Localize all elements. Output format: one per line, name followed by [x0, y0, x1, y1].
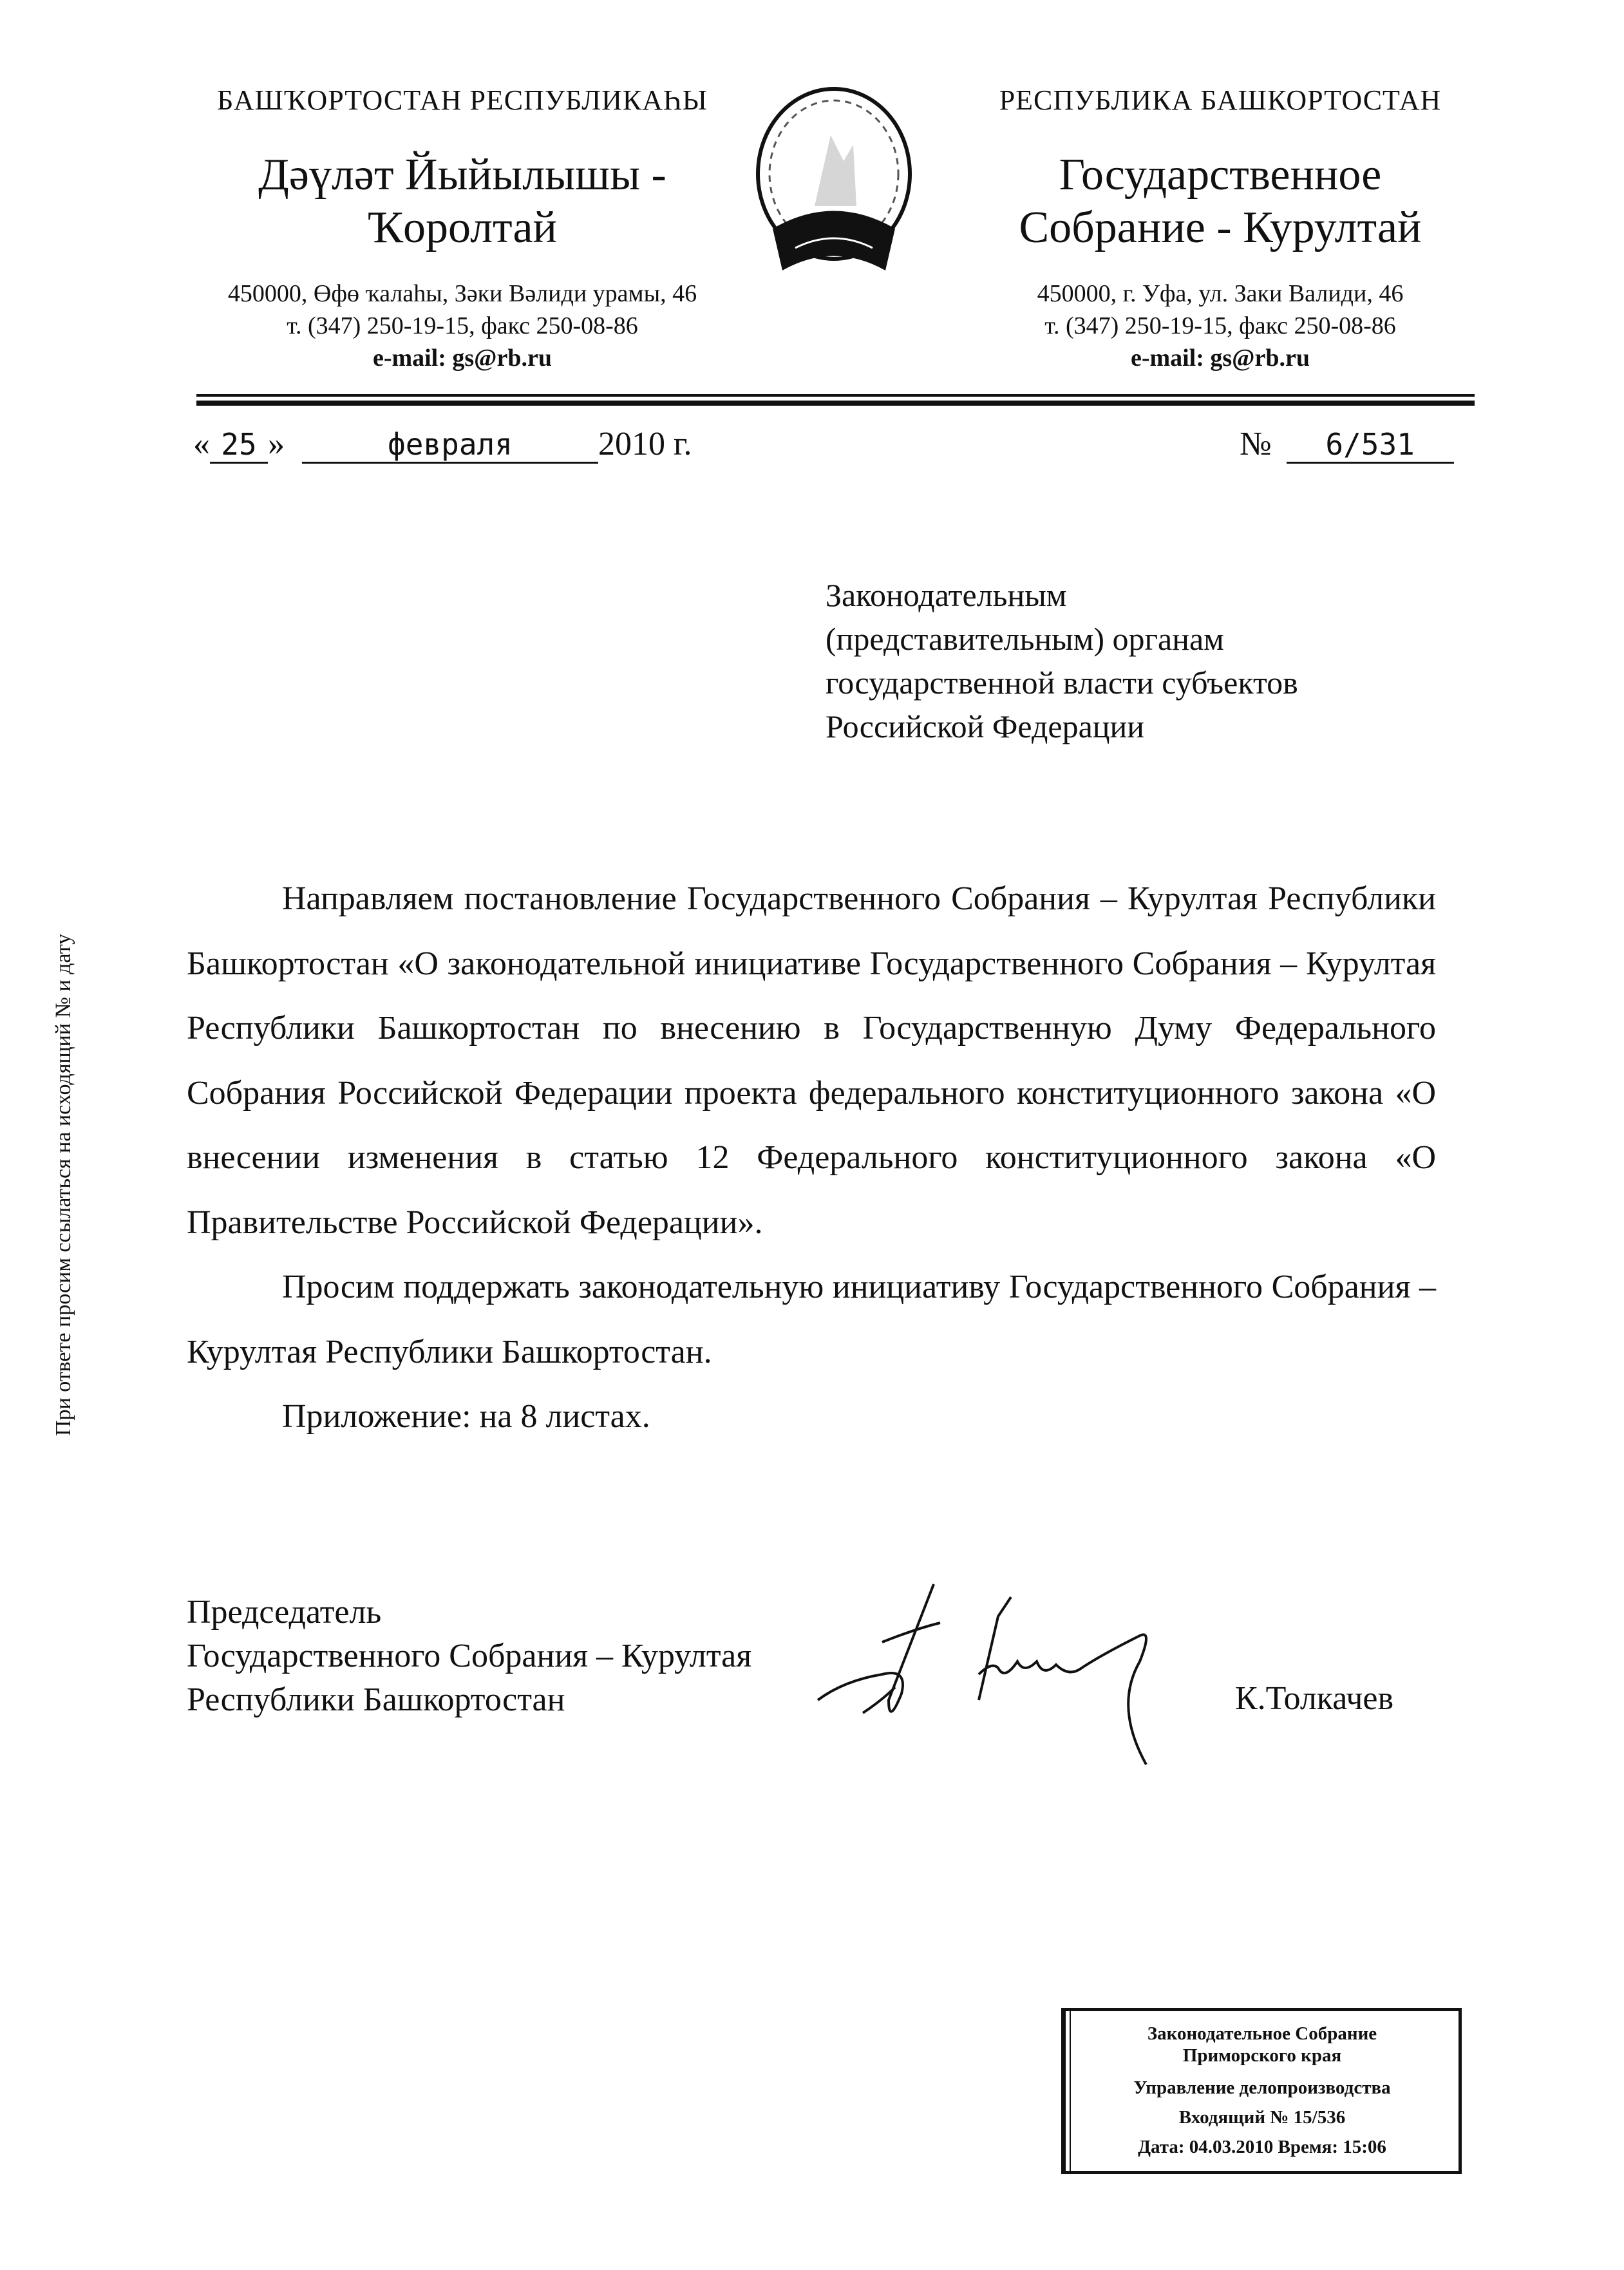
header-divider-thick — [196, 401, 1475, 406]
body-paragraph: Просим поддержать законодательную инициативу Государственного Собрания – Курултая Республики Башкортостан. — [187, 1269, 1436, 1370]
org-name-russian-1: Государственное — [1059, 150, 1382, 200]
number-value: 6/531 — [1287, 427, 1454, 464]
addressee-line: Российской Федерации — [826, 708, 1145, 744]
signatory-name: К.Толкачев — [1235, 1680, 1394, 1717]
date-year: 2010 г. — [598, 426, 692, 462]
signatory-title: Председатель — [187, 1594, 382, 1631]
header-left — [173, 84, 752, 374]
outgoing-number — [1240, 425, 1454, 464]
body-paragraph: Направляем постановление Государственного Собрания – Курултая Республики Башкортостан «О законодательной инициативе Государственного Собрания – Курултая Республики Башкортостан по внесению в Государственную Думу Федерального Собрания Российской Федерации проекта федерального конституционного закона «О внесении изменения в статью 12 Федерального конституционного закона «О Правительстве Российской Федерации». — [187, 880, 1436, 1241]
signatory-block — [187, 1591, 751, 1722]
letter-body — [187, 867, 1436, 1450]
date-line — [193, 425, 692, 464]
attachment-note: Приложение: на 8 листах. — [282, 1398, 650, 1435]
phone-bashkir: т. (347) 250-19-15, факс 250-08-86 — [287, 312, 638, 339]
stamp-border-inner — [1070, 2011, 1071, 2171]
stamp-org: Законодательное Собрание — [1147, 2023, 1377, 2044]
phone-russian: т. (347) 250-19-15, факс 250-08-86 — [1044, 312, 1396, 339]
date-month: февраля — [302, 427, 598, 464]
emblem-icon — [747, 84, 921, 283]
incoming-registration-stamp — [1061, 2008, 1462, 2174]
quote-close: » — [268, 426, 285, 462]
side-note: При ответе просим ссылаться на исходящий № и дату — [52, 933, 75, 1436]
org-name-bashkir-1: Дәүләт Йыйылышы - — [258, 150, 666, 200]
addressee — [826, 573, 1298, 748]
handwritten-signature — [805, 1571, 1223, 1777]
quote-open: « — [193, 426, 210, 462]
header-divider-thin — [196, 394, 1475, 397]
address-russian: 450000, г. Уфа, ул. Заки Валиди, 46 — [1037, 280, 1404, 307]
org-name-bashkir-2: Ҡоролтай — [368, 203, 557, 252]
addressee-line: государственной власти субъектов — [826, 665, 1298, 701]
stamp-region: Приморского края — [1182, 2045, 1342, 2066]
org-name-russian-2: Собрание - Курултай — [1019, 203, 1422, 252]
signatory-title: Государственного Собрания – Курултая — [187, 1638, 752, 1674]
date-day: 25 — [210, 427, 268, 464]
address-bashkir: 450000, Өфө ҡалаһы, Зәки Вәлиди урамы, 46 — [227, 280, 697, 307]
email-bashkir: e-mail: gs@rb.ru — [372, 345, 552, 372]
stamp-department: Управление делопроизводства — [1133, 2077, 1391, 2098]
republic-name-russian: РЕСПУБЛИКА БАШКОРТОСТАН — [999, 84, 1442, 116]
number-label: № — [1240, 426, 1272, 462]
stamp-date-time: Дата: 04.03.2010 Время: 15:06 — [1138, 2137, 1386, 2157]
republic-name-bashkir: БАШҠОРТОСТАН РЕСПУБЛИКАҺЫ — [217, 84, 708, 116]
stamp-incoming-number: Входящий № 15/536 — [1178, 2107, 1346, 2128]
addressee-line: (представительным) органам — [826, 621, 1224, 657]
signatory-title: Республики Башкортостан — [187, 1681, 565, 1718]
header-right — [930, 84, 1510, 374]
email-russian: e-mail: gs@rb.ru — [1130, 345, 1310, 372]
addressee-line: Законодательным — [826, 577, 1067, 613]
